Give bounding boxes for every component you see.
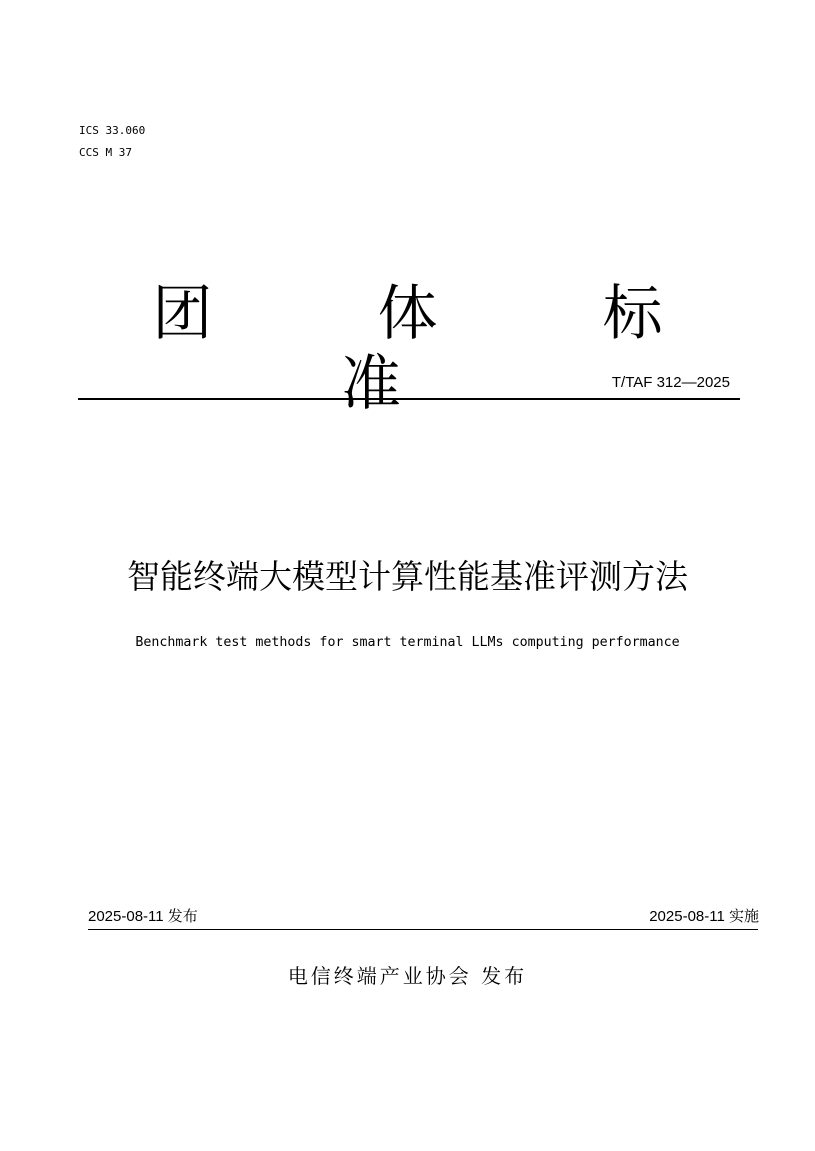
ics-code: ICS 33.060 [79,124,146,137]
standard-number: T/TAF 312—2025 [611,374,730,391]
issuing-organization: 电信终端产业协会 发布 [287,964,528,988]
ccs-code: CCS M 37 [79,146,132,159]
document-type-heading: 团 体 标 准 [152,279,736,419]
footer-divider [88,929,758,930]
implementation-date: 2025-08-11 实施 [649,908,759,925]
publication-date: 2025-08-11 发布 [88,908,198,925]
title-chinese: 智能终端大模型计算性能基准评测方法 [127,557,688,596]
title-english: Benchmark test methods for smart terminal LLMs computing performance [135,635,680,650]
header-divider [78,398,740,400]
